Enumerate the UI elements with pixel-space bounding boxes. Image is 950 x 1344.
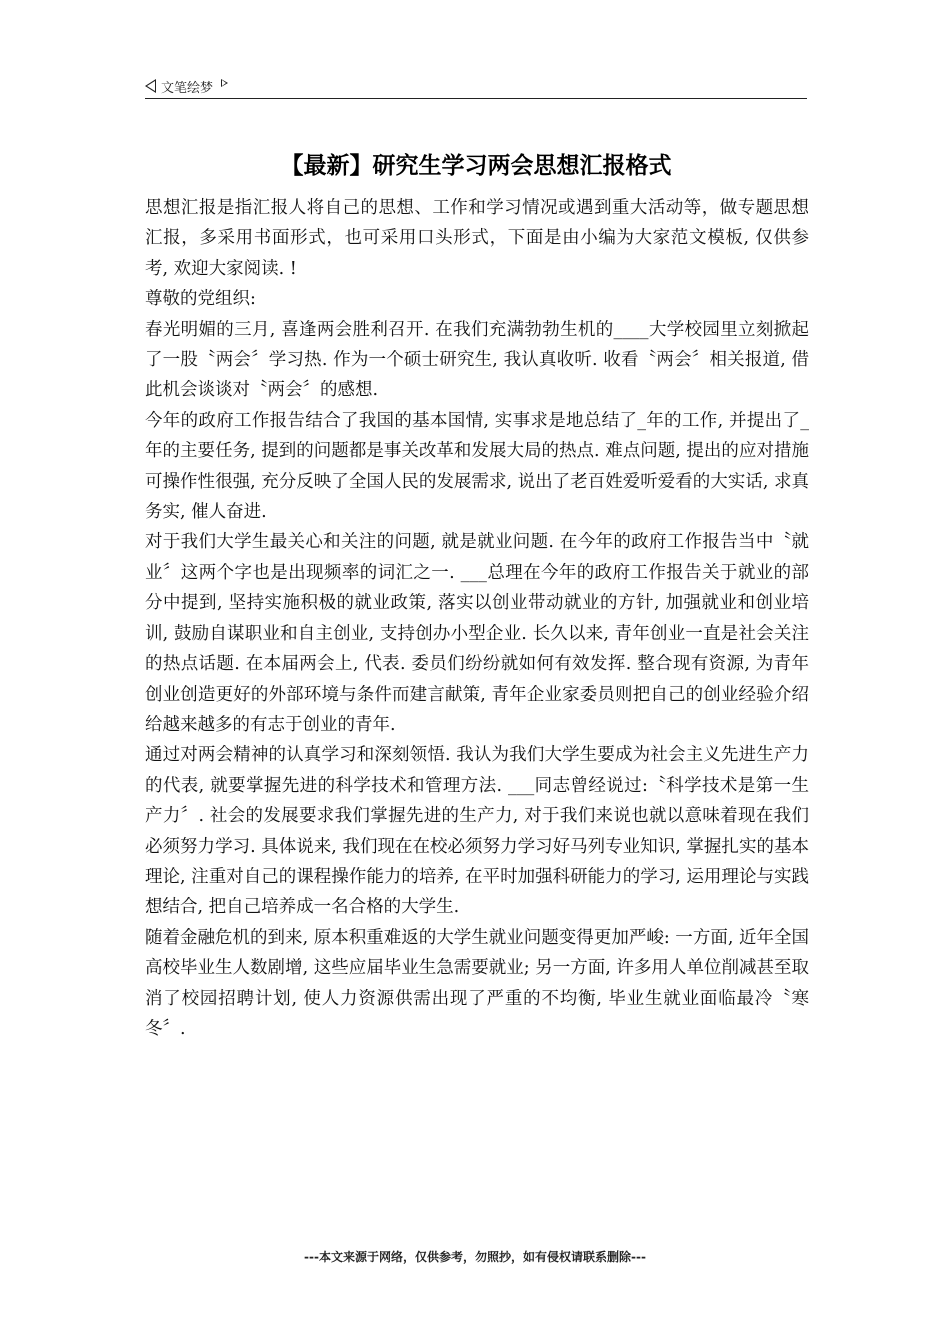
- page-header: [145, 74, 807, 99]
- paragraph-salutation: 尊敬的党组织:: [145, 289, 256, 310]
- paragraph: 对于我们大学生最关心和关注的问题, 就是就业问题. 在今年的政府工作报告当中〝就业〞这两个字也是出现频率的词汇之一. ___总理在今年的政府工作报告关于就业的部分中提到, 坚持实施积极的就业政策, 落实以创业带动就业的方针, 加强就业和创业培训, 鼓励自谋职业和自主创业, 支持创办小型企业. 长久以来, 青年创业一直是社会关注的热点话题. 在本届两会上, 代表. 委员们纷纷就如何有效发挥. 整合现有资源, 为青年创业创造更好的外部环境与条件而建言献策, 青年企业家委员则把自己的创业经验介绍给越来越多的有志于创业的青年.: [145, 532, 809, 735]
- paragraph: 春光明媚的三月, 喜逢两会胜利召开. 在我们充满勃勃生机的____大学校园里立刻掀起了一股〝两会〞学习热. 作为一个硕士研究生, 我认真收听. 收看〝两会〞相关报道, 借此机会谈谈对〝两会〞的感想.: [145, 319, 809, 401]
- document-body: [145, 193, 809, 1044]
- paragraph: 今年的政府工作报告结合了我国的基本国情, 实事求是地总结了_年的工作, 并提出了_年的主要任务, 提到的问题都是事关改革和发展大局的热点. 难点问题, 提出的应对措施可操作性很强, 充分反映了全国人民的发展需求, 说出了老百姓爱听爱看的大实话, 求真务实, 催人奋进.: [145, 410, 809, 523]
- triangle-left-icon: [145, 79, 156, 93]
- triangle-right-icon: [221, 79, 228, 87]
- paragraph: 随着金融危机的到来, 原本积重难返的大学生就业问题变得更加严峻: 一方面, 近年全国高校毕业生人数剧增, 这些应届毕业生急需要就业; 另一方面, 许多用人单位削减甚至取消了校园招聘计划, 使人力资源供需出现了严重的不均衡, 毕业生就业面临最冷〝寒冬〞.: [145, 927, 809, 1039]
- paragraph-intro: 思想汇报是指汇报人将自己的思想、工作和学习情况或遇到重大活动等，做专题思想汇报，多采用书面形式，也可采用口头形式，下面是由小编为大家范文模板, 仅供参考, 欢迎大家阅读. !: [145, 198, 809, 279]
- paragraph: 通过对两会精神的认真学习和深刻领悟. 我认为我们大学生要成为社会主义先进生产力的代表, 就要掌握先进的科学技术和管理方法. ___同志曾经说过:〝科学技术是第一生产力〞. 社会的发展要求我们掌握先进的生产力, 对于我们来说也就以意味着现在我们必须努力学习. 具体说来, 我们现在在校必须努力学习好马列专业知识, 掌握扎实的基本理论, 注重对自己的课程操作能力的培养, 在平时加强科研能力的学习, 运用理论与实践想结合, 把自己培养成一名合格的大学生.: [145, 745, 809, 918]
- header-brand: 文笔绘梦: [161, 80, 214, 96]
- footer-notice: ---本文来源于网络，仅供参考，勿照抄，如有侵权请联系删除---: [304, 1250, 646, 1264]
- document-title: 【最新】研究生学习两会思想汇报格式: [280, 153, 672, 179]
